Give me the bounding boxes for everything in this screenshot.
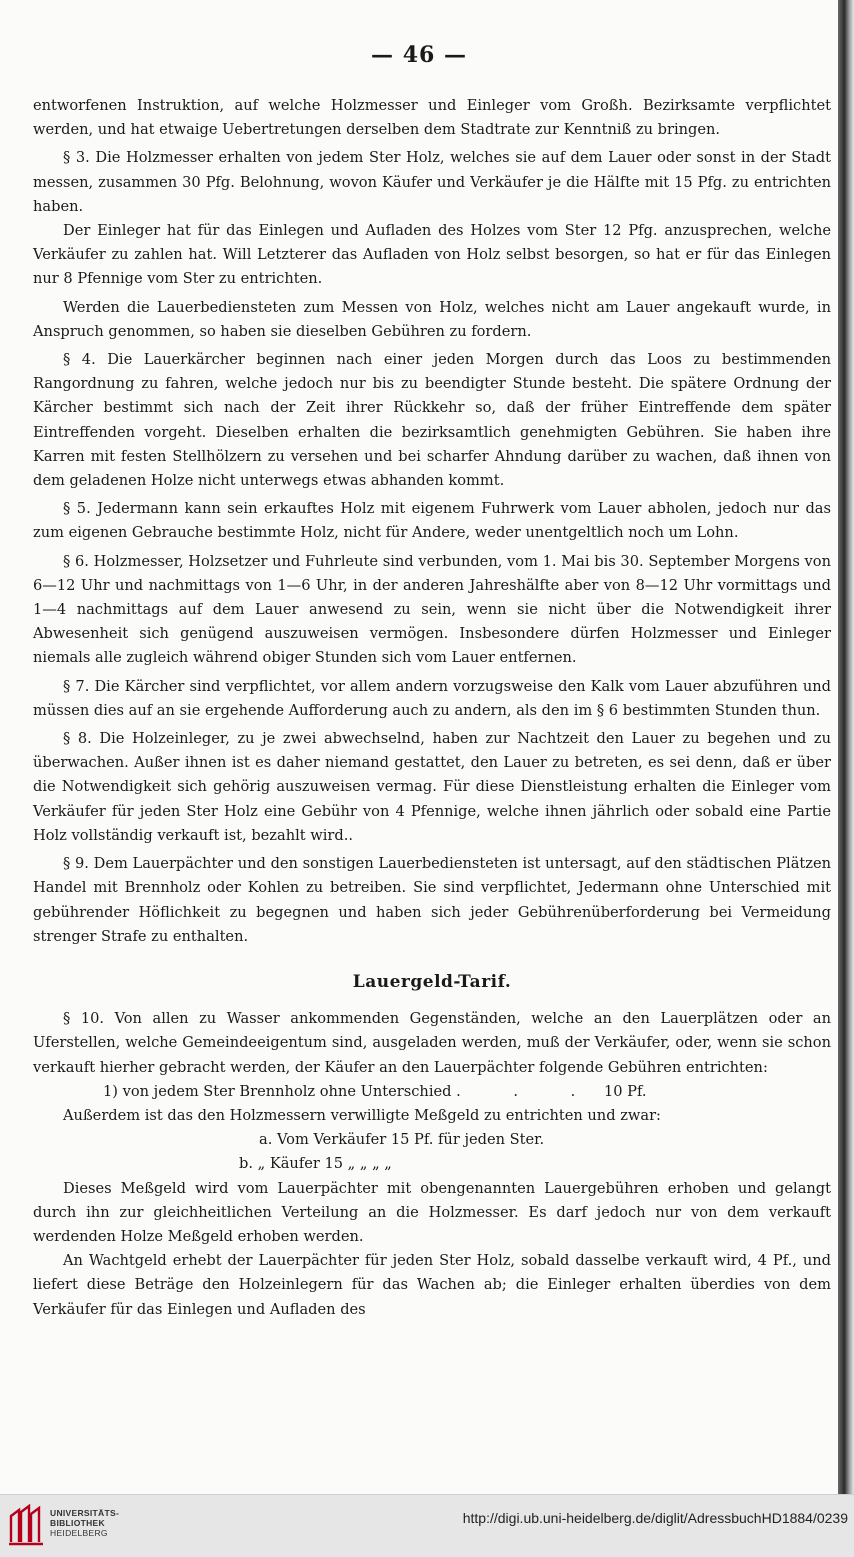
paragraph-instruktion: entworfenen Instruktion, auf welche Holzmesser und Einleger vom Großh. Bezirksamte verpflichtet werden, und hat etwaige Uebertretungen derselben dem Stadtrate zur Kenntniß zu bringen. <box>33 97 831 139</box>
paragraph-section-5: § 5. Jedermann kann sein erkauftes Holz mit eigenem Fuhrwerk vom Lauer abholen, jedoch nur das zum eigenen Gebrauche bestimmte Holz, nicht für Andere, weder unentgeltlich noch um Lohn. <box>33 500 831 542</box>
tarif-item-a: a. Vom Verkäufer 15 Pf. für jeden Ster. <box>259 1131 545 1149</box>
paragraph-section-10: § 10. Von allen zu Wasser ankommenden Gegenständen, welche an den Lauerplätzen oder an Uferstellen, welche Gemeindeeigentum sind, ausgeladen werden, muß der Verkäufer, oder, wenn sie schon verkauft hierher gebracht werden, der Käufer an den Lauerpächter folgende Gebühren entrichten: <box>33 1010 831 1076</box>
tarif-item-b: b. „ Käufer 15 „ „ „ „ <box>239 1155 392 1173</box>
paragraph-messgeld: Dieses Meßgeld wird vom Lauerpächter mit obengenannten Lauergebühren erhoben und gelangt durch ihn zur gleichheitlichen Verteilung an die Holzmesser. Es darf jedoch nur von dem verkauft werdenden Holze Meßgeld erhoben werden. <box>33 1179 831 1245</box>
paragraph-section-9: § 9. Dem Lauerpächter und den sonstigen Lauerbediensteten ist untersagt, auf den städtischen Plätzen Handel mit Brennholz oder Kohlen zu betreiben. Sie sind verpflichtet, Jedermann ohne Unterschied mit gebührender Höflichkeit zu begegnen und haben sich jeder Gebührenüberforderung bei Vermeidung strenger Strafe zu enthalten. <box>33 855 831 945</box>
section-heading: Lauergeld-Tarif. <box>352 971 512 992</box>
library-name-line-1: UNIVERSITÄTS- <box>50 1508 120 1518</box>
tarif-item-1-label: 1) von jedem Ster Brennholz ohne Unterschied <box>103 1082 452 1100</box>
document-body <box>33 94 831 1322</box>
university-library-logo-icon <box>7 1502 47 1546</box>
library-name-line-3: HEIDELBERG <box>50 1528 108 1538</box>
library-name-line-2: BIBLIOTHEK <box>50 1518 105 1528</box>
paragraph-lauerbedienstete: Werden die Lauerbediensteten zum Messen von Holz, welches nicht am Lauer angekauft wurde, in Anspruch genommen, so haben sie dieselben Gebühren zu fordern. <box>33 298 831 340</box>
paragraph-section-4: § 4. Die Lauerkärcher beginnen nach einer jeden Morgen durch das Loos zu bestimmenden Rangordnung zu fahren, welche jedoch nur bis zu beendigter Stunde besteht. Die spätere Ordnung der Kärcher bestimmt sich nach der Zeit ihrer Rückkehr so, daß der früher Eintreffende dem später Eintreffenden vorgeht. Dieselben erhalten die bezirksamtlich genehmigten Gebühren. Sie haben ihre Karren mit festen Stellhölzern zu versehen und bei scharfer Ahndung darüber zu wachen, daß ihnen von dem geladenen Holze nicht unterwegs etwas abhanden kommt. <box>33 351 831 490</box>
paragraph-section-8: § 8. Die Holzeinleger, zu je zwei abwechselnd, haben zur Nachtzeit den Lauer zu begehen und zu überwachen. Außer ihnen ist es daher niemand gestattet, den Lauer zu betreten, es sei denn, daß er über die Notwendigkeit sich gehörig auszuweisen vermag. Für diese Dienstleistung erhalten die Einleger vom Verkäufer für jeden Ster Holz eine Gebühr von 4 Pfennige, welche ihnen jährlich oder sobald eine Partie Holz vollständig verkauft ist, bezahlt wird.. <box>33 730 831 844</box>
tarif-item-1 <box>33 1080 831 1104</box>
tarif-item-1-price: 10 Pf. <box>603 1082 647 1100</box>
page-edge-shadow <box>838 0 854 1494</box>
paragraph-wachtgeld: An Wachtgeld erhebt der Lauerpächter für jeden Ster Holz, sobald dasselbe verkauft wird, 4 Pf., und liefert diese Beträge den Holzeinlegern für das Wachen ab; die Einleger erhalten überdies von dem Verkäufer für das Einlegen und Aufladen des <box>33 1252 831 1318</box>
paragraph-section-3: § 3. Die Holzmesser erhalten von jedem Ster Holz, welches sie auf dem Lauer oder sonst in der Stadt messen, zusammen 30 Pfg. Belohnung, wovon Käufer und Verkäufer je die Hälfte mit 15 Pfg. zu entrichten haben. <box>33 149 831 215</box>
source-url-link[interactable]: http://digi.ub.uni-heidelberg.de/diglit/AdressbuchHD1884/0239 <box>462 1510 848 1526</box>
paragraph-section-6: § 6. Holzmesser, Holzsetzer und Fuhrleute sind verbunden, vom 1. Mai bis 30. September Morgens von 6—12 Uhr und nachmittags von 1—6 Uhr, in der anderen Jahreshälfte aber von 8—12 Uhr vormittags und 1—4 nachmittags auf dem Lauer anwesend zu sein, wenn sie nicht über die Notwendigkeit ihrer Abwesenheit sich genügend auszuweisen vermögen. Insbesondere dürfen Holzmesser und Einleger niemals alle zugleich während obiger Stunden sich vom Lauer entfernen. <box>33 552 831 667</box>
paragraph-messgeld-intro: Außerdem ist das den Holzmessern verwilligte Meßgeld zu entrichten und zwar: <box>63 1106 661 1124</box>
paragraph-einleger: Der Einleger hat für das Einlegen und Aufladen des Holzes vom Ster 12 Pfg. anzusprechen, welche Verkäufer zu zahlen hat. Will Letzterer das Aufladen von Holz selbst besorgen, so hat er für das Einlegen nur 8 Pfennige vom Ster zu entrichten. <box>33 222 831 288</box>
library-name <box>50 1508 119 1538</box>
viewer-footer <box>0 1494 854 1557</box>
tarif-item-1-dots: . . . <box>456 1082 600 1100</box>
page-number: — 46 — <box>371 42 467 68</box>
paragraph-section-7: § 7. Die Kärcher sind verpflichtet, vor allem andern vorzugsweise den Kalk vom Lauer abzuführen und müssen dies auf an sie ergehende Aufforderung auch zu andern, als den im § 6 bestimmten Stunden thun. <box>33 677 831 719</box>
